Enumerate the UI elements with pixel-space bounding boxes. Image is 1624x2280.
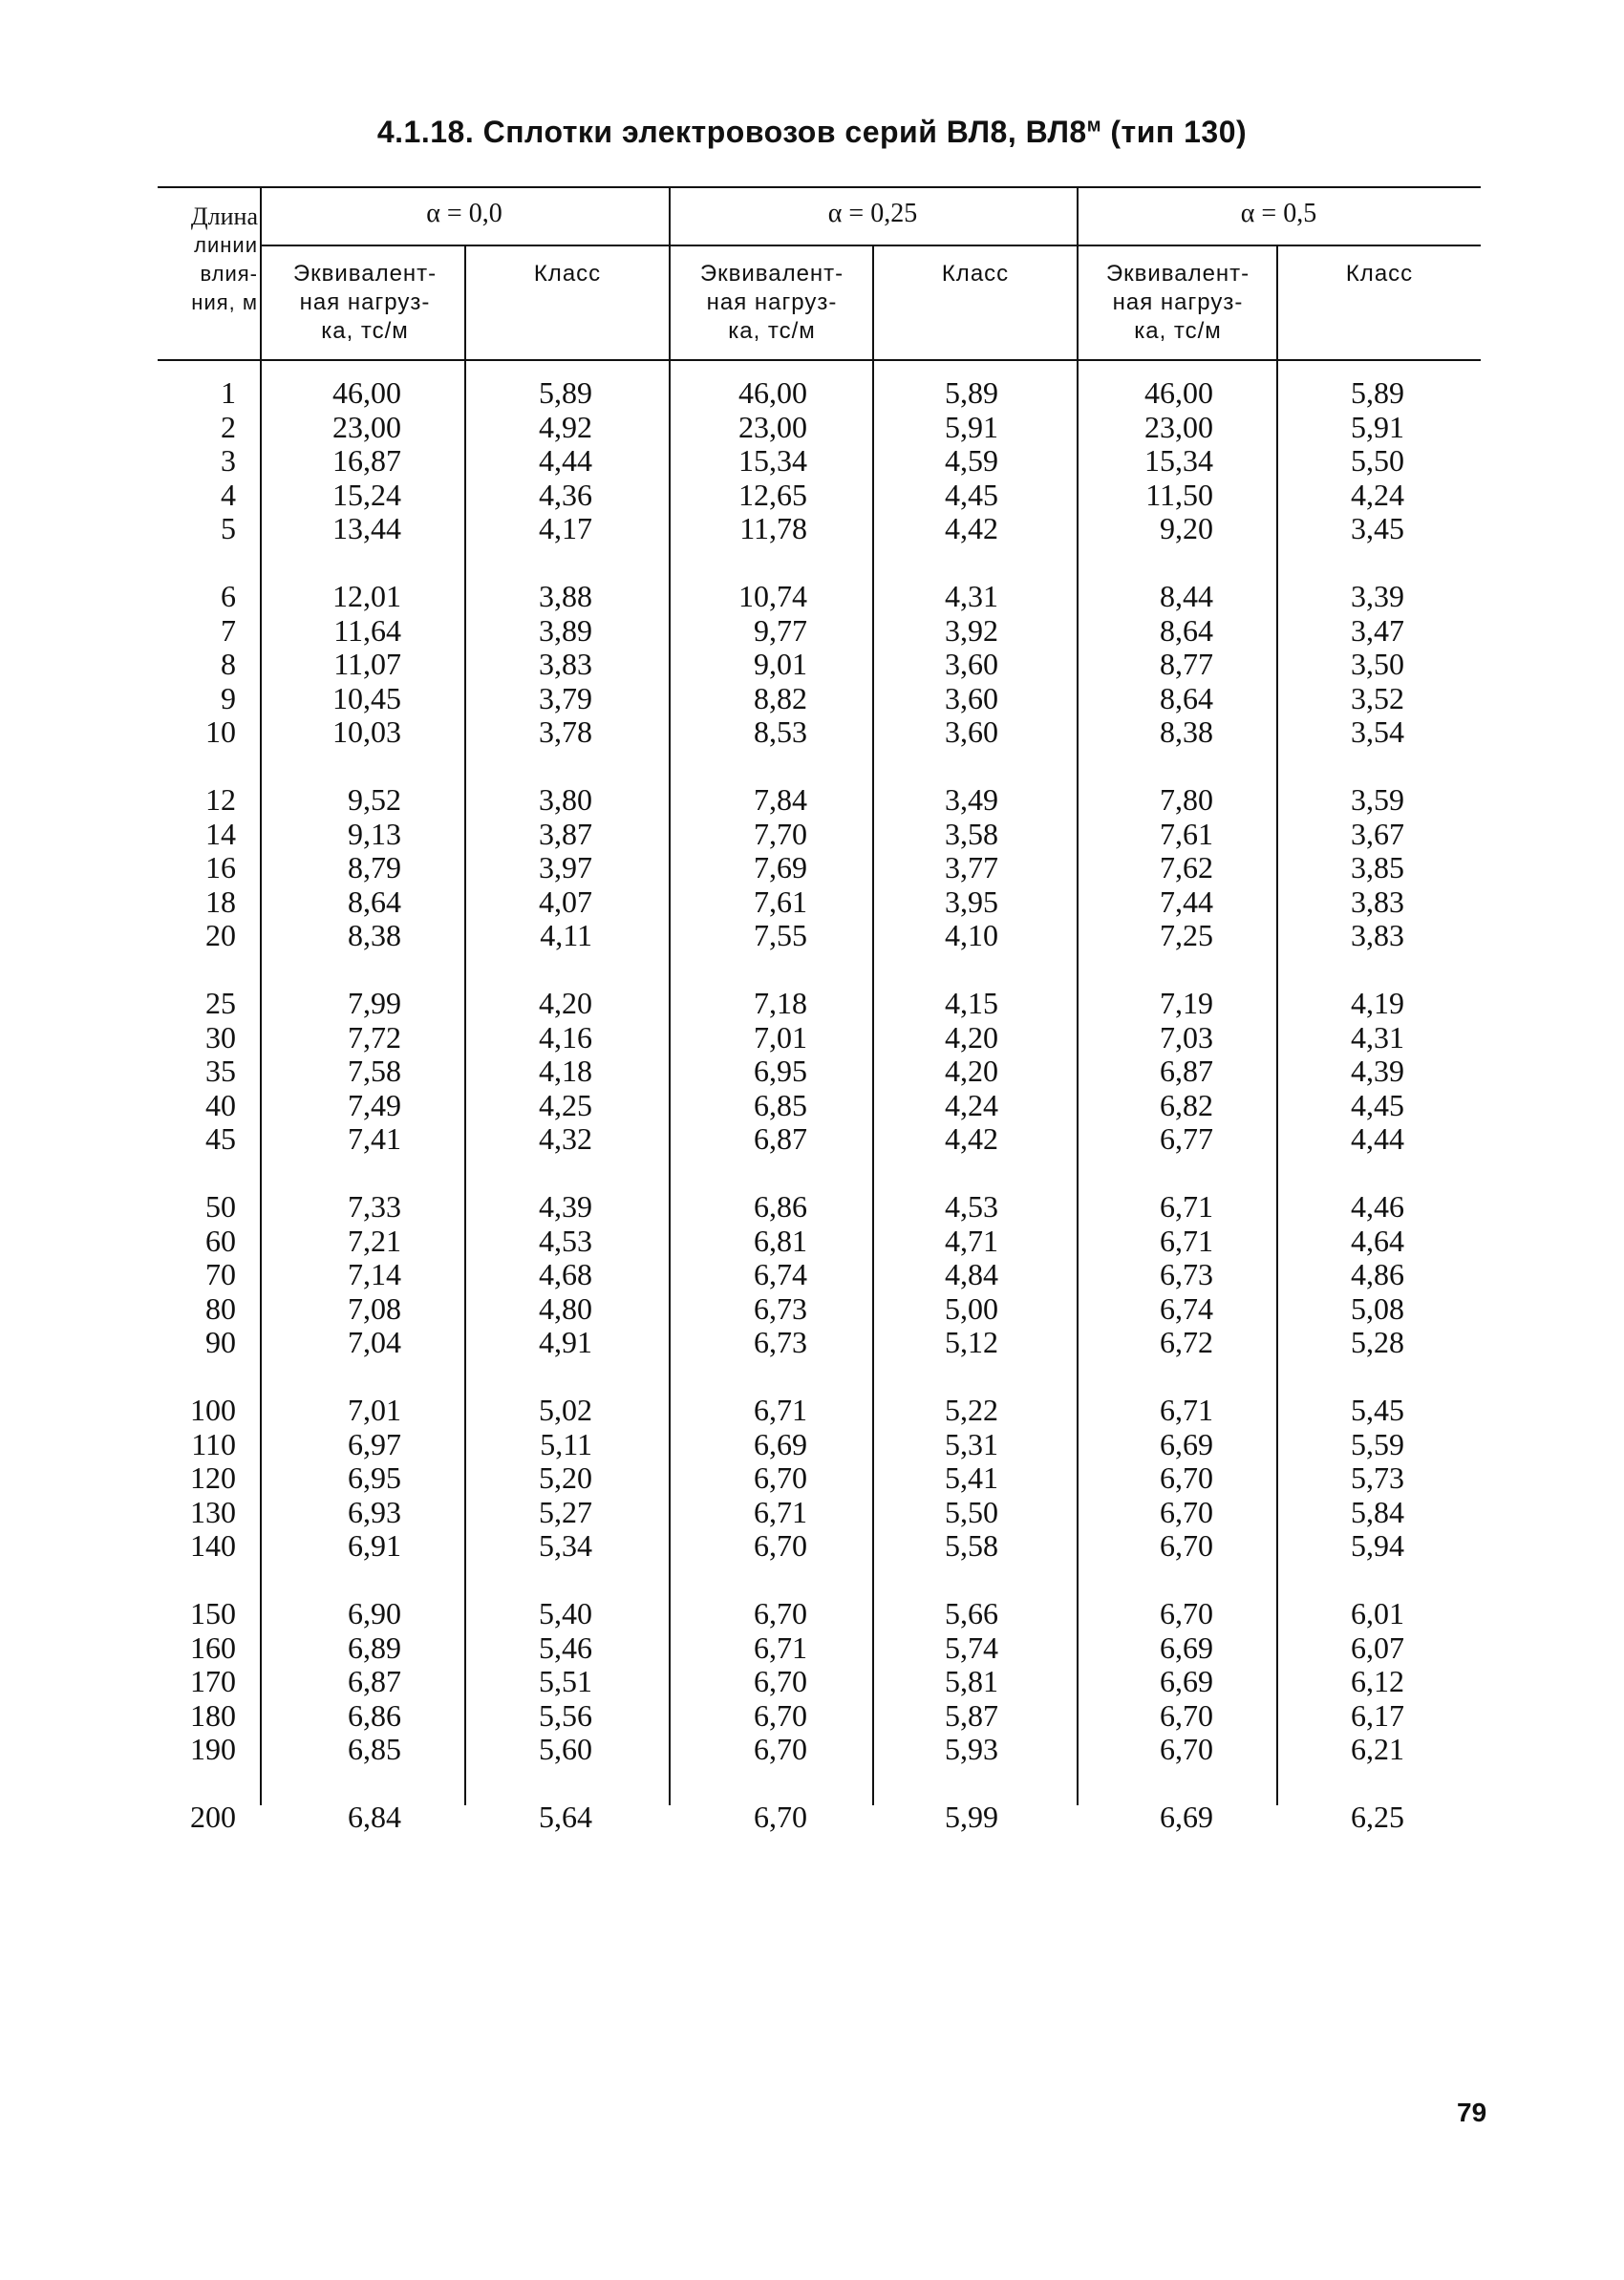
class-cell: 4,10 [945,918,998,952]
class-cell: 4,20 [945,1019,998,1055]
load-cell: 8,82 [754,680,807,715]
load-cell: 7,84 [754,782,807,817]
class-cell: 4,19 [1351,986,1404,1020]
load-cell: 6,70 [754,1528,807,1563]
length-cell: 9 [221,680,236,715]
load-cell: 6,87 [1160,1054,1213,1088]
class-cell: 3,50 [1351,647,1404,681]
load-cell: 6,95 [754,1054,807,1088]
load-cell: 6,70 [1160,1596,1213,1630]
load-cell: 15,24 [332,477,401,512]
page-number: 79 [1457,2098,1487,2127]
class-cell: 4,80 [539,1290,592,1326]
class-cell: 4,59 [945,443,998,478]
class-cell: 5,74 [945,1630,998,1665]
col-divider-group1-group2 [669,186,671,1805]
length-cell: 190 [190,1732,236,1766]
load-cell: 10,74 [738,579,807,613]
class-cell: 4,36 [539,477,592,512]
load-cell: 10,03 [332,714,401,749]
class-cell: 4,25 [539,1087,592,1122]
class-cell: 5,59 [1351,1426,1404,1461]
load-header-line: Эквивалент- [1105,261,1250,287]
class-cell: 5,60 [539,1732,592,1766]
load-cell: 7,69 [754,850,807,884]
class-cell: 5,00 [945,1290,998,1326]
class-cell: 6,12 [1351,1664,1404,1698]
class-cell: 5,50 [945,1494,998,1529]
length-cell: 170 [190,1664,236,1698]
class-cell: 4,68 [539,1257,592,1291]
load-cell: 7,25 [1160,918,1213,952]
class-cell: 4,31 [1351,1019,1404,1055]
class-cell: 3,78 [539,714,592,749]
class-cell: 3,97 [539,850,592,884]
length-cell: 10 [205,714,236,749]
class-cell: 3,49 [945,782,998,817]
class-cell: 3,52 [1351,680,1404,715]
length-cell: 200 [190,1800,236,1834]
load-cell: 7,41 [348,1121,401,1156]
length-header-line: ния, м [191,290,258,314]
load-cell: 7,99 [348,986,401,1020]
length-cell: 4 [221,477,236,512]
class-cell: 3,77 [945,850,998,884]
class-cell: 3,89 [539,612,592,648]
class-cell: 6,17 [1351,1697,1404,1733]
load-cell: 6,71 [1160,1393,1213,1427]
class-cell: 4,44 [1351,1121,1404,1156]
load-cell: 7,18 [754,986,807,1020]
load-cell: 7,72 [348,1019,401,1055]
class-cell: 5,41 [945,1460,998,1495]
load-cell: 6,71 [1160,1189,1213,1224]
class-cell: 3,67 [1351,816,1404,851]
load-header-line: ная нагруз- [706,289,838,315]
load-cell: 6,71 [754,1630,807,1665]
class-cell: 4,39 [539,1189,592,1224]
load-header-line: ная нагруз- [299,289,431,315]
length-header-line: влия- [200,262,258,286]
load-cell: 6,70 [1160,1528,1213,1563]
load-cell: 6,84 [348,1800,401,1834]
class-cell: 4,53 [539,1223,592,1258]
class-cell: 5,87 [945,1697,998,1733]
load-header-line: ка, тс/м [728,318,816,344]
class-cell: 4,39 [1351,1054,1404,1088]
load-header [674,260,869,346]
class-cell: 5,89 [945,375,998,410]
load-cell: 8,44 [1160,579,1213,613]
class-cell: 3,83 [1351,918,1404,952]
length-cell: 70 [205,1257,236,1291]
length-cell: 160 [190,1630,236,1665]
load-header-line: Эквивалент- [292,261,438,287]
load-cell: 6,69 [1160,1664,1213,1698]
class-cell: 4,16 [539,1019,592,1055]
class-cell: 5,51 [539,1664,592,1698]
length-cell: 18 [205,884,236,919]
load-cell: 7,03 [1160,1019,1213,1055]
class-cell: 4,42 [945,511,998,545]
length-cell: 90 [205,1325,236,1359]
load-cell: 8,38 [348,918,401,952]
load-cell: 7,08 [348,1290,401,1326]
load-header-line: Эквивалент- [699,261,844,287]
load-cell: 6,91 [348,1528,401,1563]
class-cell: 4,53 [945,1189,998,1224]
class-cell: 4,45 [1351,1087,1404,1122]
class-cell: 3,58 [945,816,998,851]
load-cell: 6,82 [1160,1087,1213,1122]
load-cell: 8,64 [1160,612,1213,648]
class-cell: 3,45 [1351,511,1404,545]
table-title-text: 4.1.18. Сплотки электровозов серий ВЛ8, ВЛ8 [376,115,1087,149]
alpha-group-header: α = 0,25 [827,199,918,228]
length-cell: 30 [205,1019,236,1055]
length-cell: 45 [205,1121,236,1156]
length-cell: 3 [221,443,236,478]
class-cell: 3,83 [1351,884,1404,919]
load-cell: 6,71 [1160,1223,1213,1258]
length-cell: 140 [190,1528,236,1563]
load-cell: 6,74 [754,1257,807,1291]
load-cell: 7,49 [348,1087,401,1122]
load-cell: 7,44 [1160,884,1213,919]
load-cell: 7,33 [348,1189,401,1224]
load-cell: 13,44 [332,511,401,545]
load-cell: 46,00 [1144,375,1213,410]
class-cell: 3,59 [1351,782,1404,817]
load-cell: 12,01 [332,579,401,613]
alpha-group-header: α = 0,0 [426,199,502,228]
class-cell: 4,18 [539,1054,592,1088]
load-cell: 6,70 [754,1460,807,1495]
load-cell: 6,81 [754,1223,807,1258]
load-header [269,260,460,346]
class-cell: 3,83 [539,647,592,681]
load-header [1080,260,1275,346]
class-cell: 4,20 [539,986,592,1020]
load-header-line: ная нагруз- [1112,289,1244,315]
load-cell: 6,86 [754,1189,807,1224]
load-cell: 6,87 [754,1121,807,1156]
col-divider-length [260,186,262,1805]
length-cell: 40 [205,1087,236,1122]
length-cell: 25 [205,986,236,1020]
class-cell: 5,94 [1351,1528,1404,1563]
load-cell: 6,70 [1160,1697,1213,1733]
load-cell: 11,07 [333,647,401,681]
class-cell: 5,11 [540,1426,592,1461]
table-title-superscript: м [1086,115,1101,137]
load-cell: 7,14 [348,1257,401,1291]
load-cell: 6,70 [1160,1732,1213,1766]
class-cell: 4,42 [945,1121,998,1156]
class-cell: 5,45 [1351,1393,1404,1427]
class-cell: 5,31 [945,1426,998,1461]
load-cell: 9,77 [754,612,807,648]
load-cell: 6,77 [1160,1121,1213,1156]
class-cell: 4,64 [1351,1223,1404,1258]
load-cell: 6,69 [1160,1426,1213,1461]
class-cell: 5,81 [945,1664,998,1698]
class-cell: 5,20 [539,1460,592,1495]
class-header: Класс [941,261,1010,287]
length-cell: 14 [205,816,236,851]
class-cell: 3,39 [1351,579,1404,613]
load-cell: 6,70 [754,1732,807,1766]
load-cell: 7,21 [348,1223,401,1258]
class-cell: 4,71 [945,1223,998,1258]
load-cell: 9,52 [348,782,401,817]
class-cell: 4,31 [945,579,998,613]
class-cell: 3,60 [945,647,998,681]
class-cell: 4,32 [539,1121,592,1156]
length-cell: 150 [190,1596,236,1630]
class-cell: 5,56 [539,1697,592,1733]
load-cell: 7,58 [348,1054,401,1088]
load-cell: 6,70 [1160,1460,1213,1495]
load-cell: 8,79 [348,850,401,884]
length-cell: 6 [221,579,236,613]
class-cell: 5,89 [539,375,592,410]
length-cell: 110 [191,1426,236,1461]
col-divider-group3-inner [1276,245,1278,1805]
class-cell: 3,92 [945,612,998,648]
class-cell: 3,95 [945,884,998,919]
table-top-rule [158,186,1481,188]
load-cell: 7,19 [1160,986,1213,1020]
class-cell: 3,79 [539,680,592,715]
load-cell: 10,45 [332,680,401,715]
table-title-tail: (тип 130) [1100,115,1248,149]
load-cell: 6,74 [1160,1290,1213,1326]
load-cell: 7,70 [754,816,807,851]
length-header-line: Длина [190,202,258,230]
load-cell: 6,70 [754,1664,807,1698]
class-cell: 4,11 [540,918,592,952]
load-cell: 7,04 [348,1325,401,1359]
load-cell: 8,64 [1160,680,1213,715]
length-cell: 8 [221,647,236,681]
load-cell: 8,38 [1160,714,1213,749]
class-cell: 4,45 [945,477,998,512]
load-cell: 46,00 [738,375,807,410]
load-cell: 7,55 [754,918,807,952]
load-header-line: ка, тс/м [321,318,409,344]
load-cell: 6,70 [754,1697,807,1733]
class-cell: 4,46 [1351,1189,1404,1224]
load-cell: 6,73 [754,1325,807,1359]
class-cell: 5,40 [539,1596,592,1630]
length-cell: 12 [205,782,236,817]
length-cell: 20 [205,918,236,952]
load-cell: 6,73 [1160,1257,1213,1291]
class-header: Класс [1345,261,1414,287]
load-cell: 23,00 [332,409,401,444]
load-cell: 9,13 [348,816,401,851]
load-cell: 8,64 [348,884,401,919]
class-cell: 5,12 [945,1325,998,1359]
class-cell: 4,07 [539,884,592,919]
load-cell: 6,86 [348,1697,401,1733]
load-cell: 7,61 [754,884,807,919]
class-cell: 4,24 [945,1087,998,1122]
load-cell: 6,70 [1160,1494,1213,1529]
load-cell: 6,71 [754,1393,807,1427]
class-cell: 6,01 [1351,1596,1404,1630]
class-cell: 6,25 [1351,1800,1404,1834]
class-cell: 5,46 [539,1630,592,1665]
load-cell: 9,20 [1160,511,1213,545]
class-cell: 3,47 [1351,612,1404,648]
class-cell: 3,80 [539,782,592,817]
length-cell: 2 [221,409,236,444]
table-title [0,115,1624,150]
load-cell: 9,01 [754,647,807,681]
class-cell: 4,24 [1351,477,1404,512]
class-header: Класс [533,261,602,287]
class-cell: 5,99 [945,1800,998,1834]
class-cell: 5,02 [539,1393,592,1427]
load-cell: 15,34 [1144,443,1213,478]
load-cell: 6,73 [754,1290,807,1326]
class-cell: 5,73 [1351,1460,1404,1495]
load-cell: 6,90 [348,1596,401,1630]
class-cell: 5,27 [539,1494,592,1529]
col-divider-group2-inner [872,245,874,1805]
class-cell: 4,15 [945,986,998,1020]
col-divider-group2-group3 [1077,186,1079,1805]
load-cell: 6,85 [348,1732,401,1766]
header-bottom-rule [158,359,1481,361]
load-cell: 8,53 [754,714,807,749]
length-cell: 16 [205,850,236,884]
length-cell: 1 [221,375,236,410]
load-cell: 6,70 [754,1800,807,1834]
class-cell: 5,84 [1351,1494,1404,1529]
length-cell: 130 [190,1494,236,1529]
load-cell: 6,95 [348,1460,401,1495]
length-cell: 5 [221,511,236,545]
load-cell: 6,89 [348,1630,401,1665]
load-cell: 11,50 [1145,477,1213,512]
class-cell: 6,21 [1351,1732,1404,1766]
class-cell: 5,91 [1351,409,1404,444]
length-cell: 60 [205,1223,236,1258]
class-cell: 4,86 [1351,1257,1404,1291]
class-cell: 3,88 [539,579,592,613]
length-header-line: линии [194,233,258,257]
class-cell: 3,60 [945,680,998,715]
class-cell: 4,44 [539,443,592,478]
length-cell: 180 [190,1697,236,1733]
class-cell: 4,17 [539,511,592,545]
load-cell: 6,72 [1160,1325,1213,1359]
load-cell: 46,00 [332,375,401,410]
class-cell: 4,91 [539,1325,592,1359]
load-cell: 7,01 [754,1019,807,1055]
class-cell: 3,85 [1351,850,1404,884]
length-cell: 35 [205,1054,236,1088]
length-cell: 80 [205,1290,236,1326]
load-cell: 11,78 [739,511,807,545]
alpha-group-rule [260,245,1481,246]
load-cell: 12,65 [738,477,807,512]
load-cell: 7,62 [1160,850,1213,884]
class-cell: 5,28 [1351,1325,1404,1359]
class-cell: 5,64 [539,1800,592,1834]
load-cell: 15,34 [738,443,807,478]
length-cell: 120 [190,1460,236,1495]
class-cell: 5,08 [1351,1290,1404,1326]
load-cell: 23,00 [1144,409,1213,444]
class-cell: 4,20 [945,1054,998,1088]
load-cell: 6,87 [348,1664,401,1698]
load-cell: 7,01 [348,1393,401,1427]
length-cell: 50 [205,1189,236,1224]
load-cell: 6,93 [348,1494,401,1529]
load-cell: 8,77 [1160,647,1213,681]
class-cell: 5,34 [539,1528,592,1563]
alpha-group-header: α = 0,5 [1240,199,1317,228]
load-cell: 6,71 [754,1494,807,1529]
length-cell: 100 [190,1393,236,1427]
load-cell: 6,85 [754,1087,807,1122]
load-cell: 23,00 [738,409,807,444]
load-cell: 6,69 [1160,1630,1213,1665]
class-cell: 4,84 [945,1257,998,1291]
class-cell: 5,22 [945,1393,998,1427]
class-cell: 6,07 [1351,1630,1404,1665]
col-divider-group1-inner [464,245,466,1805]
load-cell: 7,80 [1160,782,1213,817]
load-cell: 6,69 [1160,1800,1213,1834]
class-cell: 3,60 [945,714,998,749]
length-cell: 7 [221,612,236,648]
class-cell: 5,91 [945,409,998,444]
load-cell: 11,64 [333,612,401,648]
load-cell: 16,87 [332,443,401,478]
load-cell: 7,61 [1160,816,1213,851]
class-cell: 5,89 [1351,375,1404,410]
load-cell: 6,69 [754,1426,807,1461]
load-cell: 6,97 [348,1426,401,1461]
length-header [162,202,258,317]
class-cell: 3,87 [539,816,592,851]
load-cell: 6,70 [754,1596,807,1630]
class-cell: 5,50 [1351,443,1404,478]
class-cell: 5,93 [945,1732,998,1766]
class-cell: 4,92 [539,409,592,444]
class-cell: 5,66 [945,1596,998,1630]
load-header-line: ка, тс/м [1134,318,1222,344]
class-cell: 3,54 [1351,714,1404,749]
class-cell: 5,58 [945,1528,998,1563]
